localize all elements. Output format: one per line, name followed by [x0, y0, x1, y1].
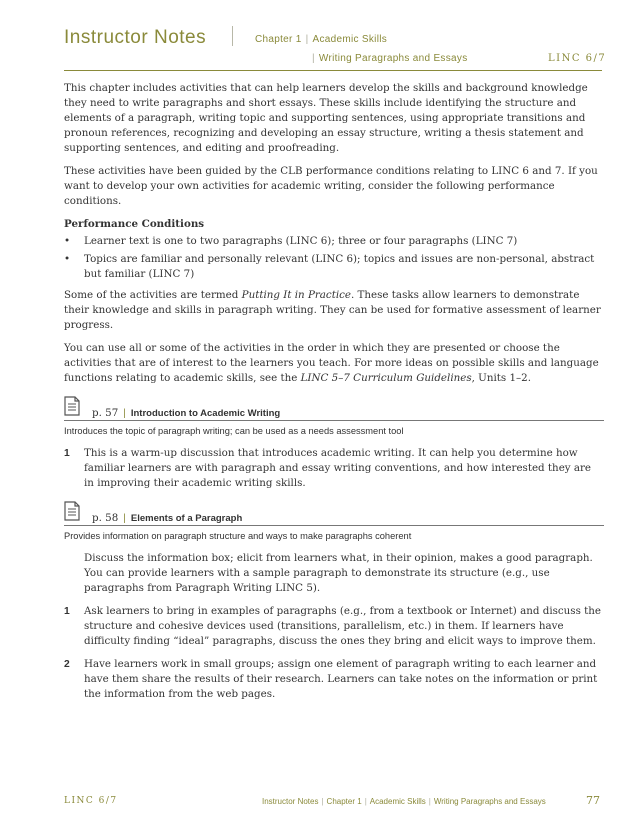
- list-item: [64, 252, 604, 282]
- section-name: Elements of a Paragraph: [130, 513, 243, 524]
- bullet-marker: •: [64, 235, 71, 247]
- header-rule: [64, 70, 602, 71]
- list-item: [64, 234, 604, 249]
- footer-running-title: [262, 797, 546, 806]
- item-number: 1: [64, 448, 70, 459]
- item-number: 2: [64, 659, 70, 670]
- section-rule: [64, 525, 604, 526]
- header-divider: [232, 26, 233, 46]
- header-subtitle-line: [308, 53, 468, 64]
- header-chapter-name: Academic Skills: [312, 34, 388, 45]
- bullet-marker: •: [64, 253, 71, 265]
- footer-separator: |: [321, 797, 324, 806]
- numbered-item: [64, 604, 604, 649]
- header-title: Instructor Notes: [64, 27, 207, 48]
- section-description: Introduces the topic of paragraph writing; can be used as a needs assessment tool: [64, 426, 404, 436]
- section-lead-paragraph: Discuss the information box; elicit from learners what, in their opinion, makes a good paragraph. You can provide learners with a sample paragraph to demonstrate its structure (e.g., use paragraphs from Paragraph Writing LINC 5).: [84, 552, 593, 594]
- main-content: [64, 81, 604, 710]
- text-run: Some of the activities are termed: [64, 289, 242, 301]
- text-run: , Units 1–2.: [471, 372, 531, 384]
- section-rule: [64, 420, 604, 421]
- item-number: 1: [64, 606, 70, 617]
- conditions-paragraph: These activities have been guided by the CLB performance conditions relating to LINC 6 and 7. If you want to develop your own activities for academic writing, consider the following performance conditions.: [64, 165, 598, 207]
- numbered-item: [64, 446, 604, 491]
- header-separator: |: [312, 53, 315, 64]
- header-separator: |: [305, 34, 309, 45]
- section-name: Introduction to Academic Writing: [130, 408, 281, 419]
- section-description: Provides information on paragraph structure and ways to make paragraphs coherent: [64, 531, 412, 541]
- section-separator: |: [123, 408, 126, 419]
- header-chapter: [255, 34, 387, 45]
- section-separator: |: [123, 513, 126, 524]
- section-page-ref: p. 57: [92, 407, 119, 419]
- section-header: [64, 501, 604, 525]
- footer-separator: |: [428, 797, 431, 806]
- performance-conditions-heading: Performance Conditions: [64, 218, 205, 230]
- footer-separator: |: [364, 797, 367, 806]
- text-run: You can use all or some of the activities in the order in which they are presented or choose the activities that are of interest to the learners you teach. For more ideas on possible skills and language functions relating to academic skills, see the: [64, 342, 599, 384]
- footer-part: Instructor Notes: [262, 797, 319, 806]
- document-icon: [64, 396, 80, 416]
- intro-paragraph: This chapter includes activities that can help learners develop the skills and background knowledge they need to write paragraphs and short essays. These skills include identifying the structure and elements of a paragraph, writing topic and supporting sentences, using appropriate transitions and pronoun references, recognizing and developing an essay structure, writing a thesis statement and supporting sentences, and editing and proofreading.: [64, 82, 588, 154]
- item-text: Have learners work in small groups; assign one element of paragraph writing to each learner and have them share the results of their research. Learners can take notes on the information or print the information from the web pages.: [84, 658, 598, 700]
- item-text: Ask learners to bring in examples of paragraphs (e.g., from a textbook or Internet) and discuss the structure and cohesive devices used (transitions, parallelism, etc.) in them. If learners have difficulty finding “ideal” paragraphs, discuss the ones they bring and elicit ways to improve them.: [84, 605, 602, 647]
- putting-it-in-practice-paragraph: [64, 288, 604, 333]
- footer-part: Chapter 1: [326, 797, 362, 806]
- footer-linc-level: LINC 6/7: [64, 796, 118, 806]
- list-item-text: Learner text is one to two paragraphs (LINC 6); three or four paragraphs (LINC 7): [84, 235, 518, 247]
- section-page-ref: p. 58: [92, 512, 119, 524]
- list-item-text: Topics are familiar and personally relevant (LINC 6); topics and issues are non-personal, abstract but familiar (LINC 7): [84, 253, 595, 280]
- page-number: 77: [586, 794, 600, 807]
- footer-part: Writing Paragraphs and Essays: [433, 797, 546, 806]
- text-run: . These tasks allow learners to demonstrate their knowledge and skills in paragraph writing. They can be used for formative assessment of learner progress.: [64, 289, 601, 331]
- item-text: This is a warm-up discussion that introduces academic writing. It can help you determine how familiar learners are with paragraph and essay writing conventions, and how interested they are in improving their academic writing skills.: [84, 447, 592, 489]
- emphasis-term: Putting It in Practice: [241, 289, 351, 301]
- footer-part: Academic Skills: [369, 797, 426, 806]
- document-icon: [64, 501, 80, 521]
- section-header: [64, 396, 604, 420]
- header-linc-level: LINC 6/7: [548, 53, 607, 64]
- emphasis-term: LINC 5–7 Curriculum Guidelines: [300, 372, 472, 384]
- header-subtitle: Writing Paragraphs and Essays: [318, 53, 468, 64]
- section-title: [92, 401, 280, 420]
- activity-order-paragraph: [64, 341, 604, 386]
- numbered-item: [64, 657, 604, 702]
- section-title: [92, 506, 242, 525]
- header-chapter-number: Chapter 1: [255, 34, 302, 45]
